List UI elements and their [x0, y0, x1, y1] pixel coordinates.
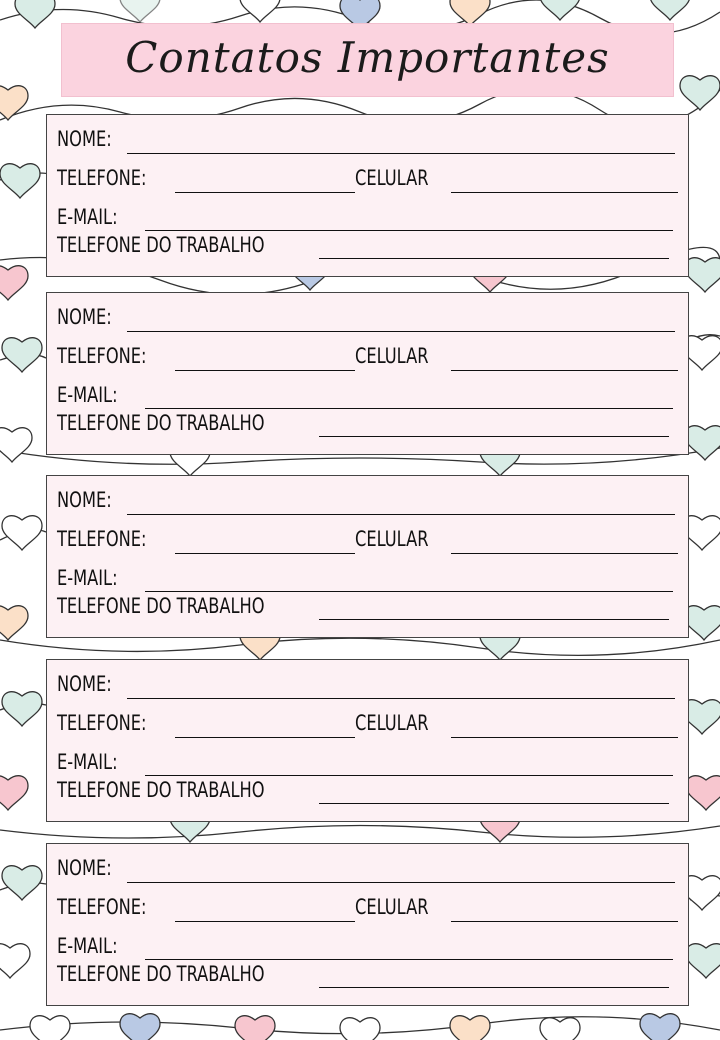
nome-field[interactable]	[127, 698, 675, 699]
trabalho-label: TELEFONE DO TRABALHO	[57, 594, 265, 618]
telefone-label: TELEFONE:	[57, 895, 147, 919]
telefone-field[interactable]	[175, 553, 355, 554]
nome-label: NOME:	[57, 127, 112, 151]
telefone-label: TELEFONE:	[57, 344, 147, 368]
trabalho-label: TELEFONE DO TRABALHO	[57, 233, 265, 257]
contact-card	[46, 659, 689, 822]
email-field[interactable]	[145, 959, 673, 960]
trabalho-field[interactable]	[319, 258, 669, 259]
email-label: E-MAIL:	[57, 205, 118, 229]
title-banner	[61, 23, 674, 97]
telefone-label: TELEFONE:	[57, 711, 147, 735]
telefone-label: TELEFONE:	[57, 166, 147, 190]
trabalho-label: TELEFONE DO TRABALHO	[57, 778, 265, 802]
contact-card	[46, 114, 689, 277]
contact-card	[46, 843, 689, 1006]
email-field[interactable]	[145, 408, 673, 409]
nome-label: NOME:	[57, 856, 112, 880]
contact-card	[46, 292, 689, 455]
celular-label: CELULAR	[355, 895, 429, 919]
email-field[interactable]	[145, 591, 673, 592]
celular-field[interactable]	[451, 370, 678, 371]
telefone-field[interactable]	[175, 737, 355, 738]
nome-label: NOME:	[57, 305, 112, 329]
email-label: E-MAIL:	[57, 934, 118, 958]
trabalho-field[interactable]	[319, 619, 669, 620]
celular-field[interactable]	[451, 553, 678, 554]
celular-label: CELULAR	[355, 166, 429, 190]
nome-field[interactable]	[127, 331, 675, 332]
nome-field[interactable]	[127, 153, 675, 154]
nome-label: NOME:	[57, 488, 112, 512]
celular-label: CELULAR	[355, 527, 429, 551]
telefone-field[interactable]	[175, 192, 355, 193]
nome-field[interactable]	[127, 882, 675, 883]
trabalho-label: TELEFONE DO TRABALHO	[57, 411, 265, 435]
trabalho-field[interactable]	[319, 436, 669, 437]
celular-label: CELULAR	[355, 711, 429, 735]
celular-label: CELULAR	[355, 344, 429, 368]
telefone-field[interactable]	[175, 921, 355, 922]
telefone-field[interactable]	[175, 370, 355, 371]
celular-field[interactable]	[451, 737, 678, 738]
email-label: E-MAIL:	[57, 383, 118, 407]
trabalho-field[interactable]	[319, 803, 669, 804]
telefone-label: TELEFONE:	[57, 527, 147, 551]
trabalho-field[interactable]	[319, 987, 669, 988]
email-field[interactable]	[145, 775, 673, 776]
nome-field[interactable]	[127, 514, 675, 515]
trabalho-label: TELEFONE DO TRABALHO	[57, 962, 265, 986]
celular-field[interactable]	[451, 192, 678, 193]
celular-field[interactable]	[451, 921, 678, 922]
nome-label: NOME:	[57, 672, 112, 696]
page-title: Contatos Importantes	[125, 32, 610, 82]
email-label: E-MAIL:	[57, 750, 118, 774]
contact-card	[46, 475, 689, 638]
email-field[interactable]	[145, 230, 673, 231]
email-label: E-MAIL:	[57, 566, 118, 590]
